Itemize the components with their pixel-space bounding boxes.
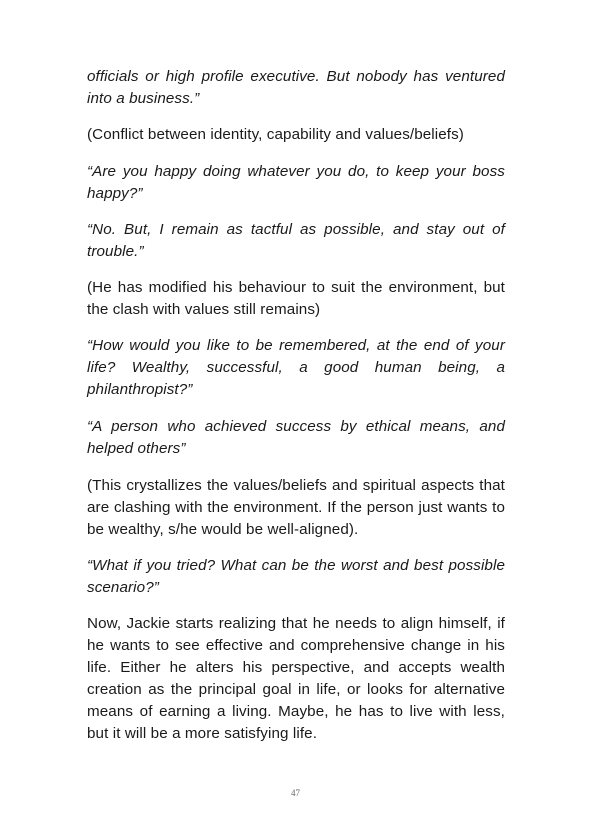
page-body [87, 66, 505, 745]
paragraph-2: (Conflict between identity, capability and values/beliefs) [87, 126, 464, 143]
paragraph-3: “Are you happy doing whatever you do, to keep your boss happy?” [87, 163, 505, 202]
paragraph-7: “A person who achieved success by ethical means, and helped others” [87, 418, 505, 457]
paragraph-1: officials or high profile executive. But nobody has ventured into a business.” [87, 68, 505, 107]
paragraph-8: (This crystallizes the values/beliefs and spiritual aspects that are clashing with the environment. If the person just wants to be wealthy, s/he would be well-aligned). [87, 477, 505, 538]
paragraph-5: (He has modified his behaviour to suit the environment, but the clash with values still remains) [87, 279, 505, 318]
paragraph-6: “How would you like to be remembered, at the end of your life? Wealthy, successful, a good human being, a philanthropist?” [87, 337, 505, 398]
paragraph-10: Now, Jackie starts realizing that he needs to align himself, if he wants to see effective and comprehensive change in his life. Either he alters his perspective, and accepts wealth creation as the principal goal in life, or looks for alternative means of earning a living. Maybe, he has to live with less, but it will be a more satisfying life. [87, 615, 505, 742]
page-number: 47 [291, 788, 300, 798]
paragraph-4: “No. But, I remain as tactful as possible, and stay out of trouble.” [87, 221, 505, 260]
paragraph-9: “What if you tried? What can be the worst and best possible scenario?” [87, 557, 505, 596]
